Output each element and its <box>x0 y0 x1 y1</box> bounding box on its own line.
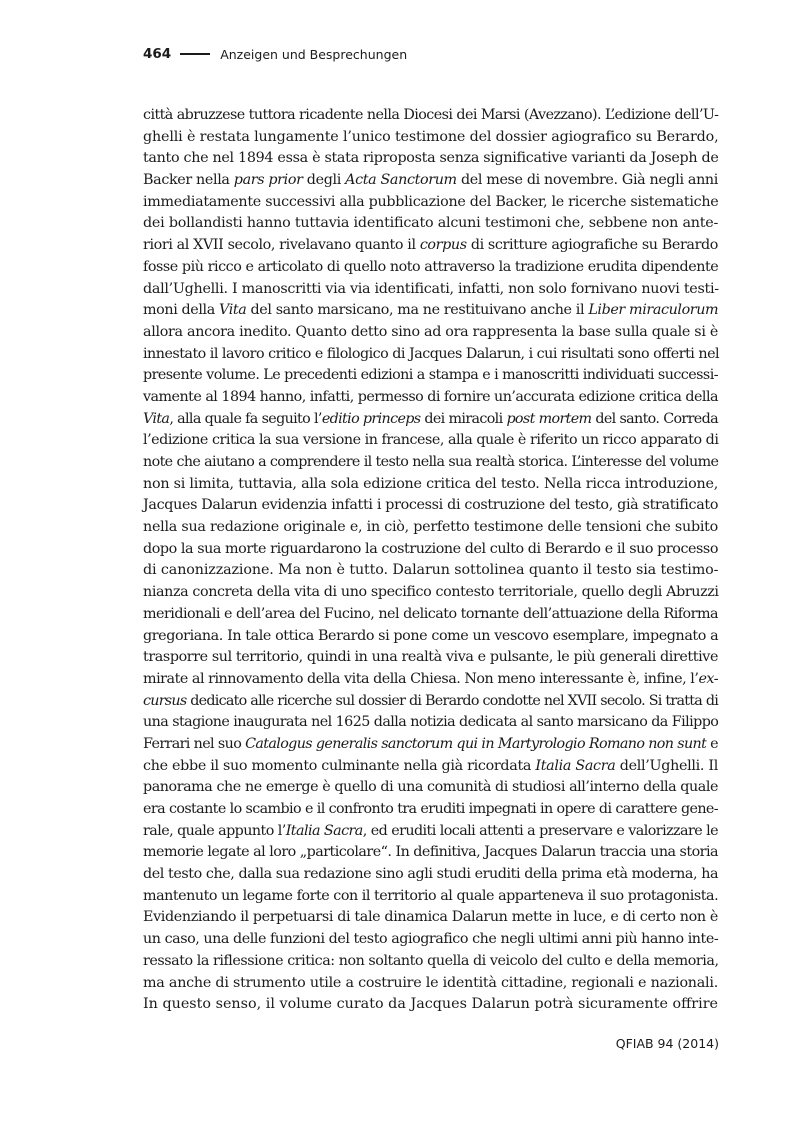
text-line <box>143 517 718 539</box>
text-run: del santo. Correda <box>591 410 718 427</box>
text-line <box>143 300 718 322</box>
text-line <box>143 691 718 713</box>
text-line <box>143 777 718 799</box>
italic-text: Vita <box>143 410 170 427</box>
text-run: e <box>706 735 718 752</box>
text-run: una stagione inaugurata nel 1625 dalla notizia dedicata al santo marsicano da Filippo <box>143 714 719 731</box>
text-run: In questo senso, il volume curato da Jacques Dalarun potrà sicuramente offrire <box>143 996 718 1013</box>
text-line <box>143 257 718 279</box>
text-run: note che aiutano a comprendere il testo nella sua realtà storica. L’interesse del volume <box>143 454 719 470</box>
text-run: Evidenziando il perpetuarsi di tale dinamica Dalarun mette in luce, e di certo non è <box>143 909 718 926</box>
text-line <box>143 821 718 843</box>
text-run: trasporre sul territorio, quindi in una realtà viva e pulsante, le più generali direttive <box>143 649 719 666</box>
text-line <box>143 929 718 951</box>
text-line <box>143 582 718 604</box>
text-line <box>143 170 718 192</box>
text-run: ma anche di strumento utile a costruire le identità cittadine, regionali e nazionali. <box>143 974 718 991</box>
text-run: presente volume. Le precedenti edizioni a stampa e i manoscritti individuati successi- <box>143 367 718 384</box>
text-run: dell’Ughelli. Il <box>615 757 718 774</box>
text-line <box>143 495 718 517</box>
text-run: rale, quale appunto l’ <box>143 822 286 839</box>
text-line <box>143 452 718 474</box>
text-run: allora ancora inedito. Quanto detto sino ad ora rappresenta la base sulla quale si è <box>143 323 718 340</box>
text-line <box>143 474 718 496</box>
text-line <box>143 560 718 582</box>
text-line <box>143 626 718 648</box>
italic-text: Catalogus generalis sanctorum qui in Martyrologio Romano non sunt <box>245 735 707 752</box>
text-run: dei miracoli <box>420 410 507 427</box>
text-line <box>143 192 718 214</box>
text-run: di canonizzazione. Ma non è tutto. Dalarun sottolinea quanto il testo sia testimo- <box>143 562 719 579</box>
text-line <box>143 105 718 127</box>
text-run: , ed eruditi locali attenti a preservare e valorizzare le <box>362 822 718 839</box>
italic-text: Vita <box>219 302 247 319</box>
text-line <box>143 669 718 691</box>
text-line <box>143 430 718 452</box>
text-run: che ebbe il suo momento culminante nella già ricordata <box>143 757 536 774</box>
italic-text: ex- <box>698 670 719 687</box>
text-run: dall’Ughelli. I manoscritti via via identificati, infatti, non solo fornivano nuovi testi- <box>143 280 719 297</box>
italic-text: cursus <box>143 692 187 709</box>
text-run: dedicato alle ricerche sul dossier di Berardo condotte nel XVII secolo. Si tratta di <box>186 692 719 709</box>
text-line <box>143 951 718 973</box>
running-header <box>143 44 407 64</box>
text-run: meridionali e dell’area del Fucino, nel delicato tornante dell’attuazione della Riforma <box>143 605 718 622</box>
italic-text: Liber miraculorum <box>588 302 719 319</box>
text-run: l’edizione critica la sua versione in francese, alla quale è riferito un ricco apparato di <box>143 432 719 449</box>
text-line <box>143 409 718 431</box>
text-run: innestato il lavoro critico e filologico di Jacques Dalarun, i cui risultati sono offerti nel <box>143 345 720 362</box>
text-run: fosse più ricco e articolato di quello noto attraverso la tradizione erudita dipendente <box>143 258 719 275</box>
text-line <box>143 322 718 344</box>
text-line <box>143 279 718 301</box>
text-run: del testo che, dalla sua redazione sino agli studi eruditi della prima età moderna, ha <box>143 866 719 883</box>
body-text <box>143 105 718 1016</box>
text-run: nella sua redazione originale e, in ciò, perfetto testimone delle tensioni che subito <box>143 519 718 536</box>
text-line <box>143 886 718 908</box>
text-run: un caso, una delle funzioni del testo agiografico che negli ultimi anni più hanno inte- <box>143 931 719 948</box>
text-run: Jacques Dalarun evidenzia infatti i processi di costruzione del testo, già stratificato <box>143 497 719 514</box>
text-line <box>143 365 718 387</box>
text-run: , alla quale fa seguito l’ <box>169 410 322 427</box>
text-line <box>143 799 718 821</box>
text-run: riori al XVII secolo, rivelavano quanto il <box>143 237 420 254</box>
text-run: non si limita, tuttavia, alla sola edizione critica del testo. Nella ricca introduzione, <box>143 475 718 492</box>
text-run: gregoriana. In tale ottica Berardo si pone come un vescovo esemplare, impegnato a <box>143 627 719 644</box>
text-line <box>143 907 718 929</box>
text-line <box>143 734 718 756</box>
text-run: era costante lo scambio e il confronto tra eruditi impegnati in opere di carattere gene- <box>143 801 718 817</box>
text-run: memorie legate al loro „particolare“. In definitiva, Jacques Dalarun traccia una storia <box>143 844 718 861</box>
italic-text: Italia Sacra <box>535 757 616 774</box>
text-run: immediatamente successivi alla pubblicazione del Backer, le ricerche sistematiche <box>143 193 719 210</box>
text-line <box>143 148 718 170</box>
page-number: 464 <box>143 46 172 62</box>
text-run: del santo marsicano, ma ne restituivano anche il <box>246 302 589 319</box>
italic-text: pars prior <box>233 172 303 189</box>
section-title: Anzeigen und Besprechungen <box>220 46 408 62</box>
italic-text: Acta Sanctorum <box>345 172 457 189</box>
text-line <box>143 994 718 1016</box>
text-run: moni della <box>143 302 220 319</box>
text-run: Ferrari nel suo <box>143 735 246 752</box>
text-line <box>143 127 718 149</box>
text-line <box>143 842 718 864</box>
text-line <box>143 387 718 409</box>
text-run: città abruzzese tuttora ricadente nella Diocesi dei Marsi (Avezzano). L’edizione dell’U- <box>143 107 719 123</box>
text-line <box>143 539 718 561</box>
text-line <box>143 647 718 669</box>
text-run: tanto che nel 1894 essa è stata riproposta senza significative varianti da Joseph de <box>143 150 719 167</box>
text-run: degli <box>302 172 346 189</box>
text-run: ghelli è restata lungamente l’unico testimone del dossier agiografico su Berardo, <box>143 128 719 145</box>
text-run: di scritture agiografiche su Berardo <box>466 237 719 254</box>
text-run: nianza concreta della vita di uno specifico contesto territoriale, quello degli Abruzzi <box>143 584 719 601</box>
italic-text: corpus <box>419 237 467 254</box>
text-run: dopo la sua morte riguardarono la costruzione del culto di Berardo e il suo processo <box>143 540 718 557</box>
text-line <box>143 235 718 257</box>
text-run: panorama che ne emerge è quello di una comunità di studiosi all’interno della quale <box>143 779 718 796</box>
italic-text: post mortem <box>506 410 592 427</box>
text-run: Backer nella <box>143 172 234 189</box>
text-run: vamente al 1894 hanno, infatti, permesso di fornire un’accurata edizione critica della <box>143 388 718 405</box>
italic-text: editio princeps <box>321 410 421 427</box>
text-run: mirate al rinnovamento della vita della Chiesa. Non meno interessante è, infine, l’ <box>143 670 699 687</box>
text-run: dei bollandisti hanno tuttavia identificato alcuni testimoni che, sebbene non ante- <box>143 215 719 232</box>
text-run: del mese di novembre. Già negli anni <box>456 172 718 189</box>
text-line <box>143 973 718 995</box>
journal-reference: QFIAB 94 (2014) <box>615 1036 719 1051</box>
text-line <box>143 213 718 235</box>
header-rule <box>180 53 210 55</box>
text-line <box>143 604 718 626</box>
text-line <box>143 756 718 778</box>
text-line <box>143 344 718 366</box>
text-run: ressato la riflessione critica: non soltanto quella di veicolo del culto e della memoria, <box>143 952 719 969</box>
text-line <box>143 864 718 886</box>
italic-text: Italia Sacra <box>285 822 363 839</box>
text-run: mantenuto un legame forte con il territorio al quale apparteneva il suo protagonista. <box>143 887 719 904</box>
text-line <box>143 712 718 734</box>
